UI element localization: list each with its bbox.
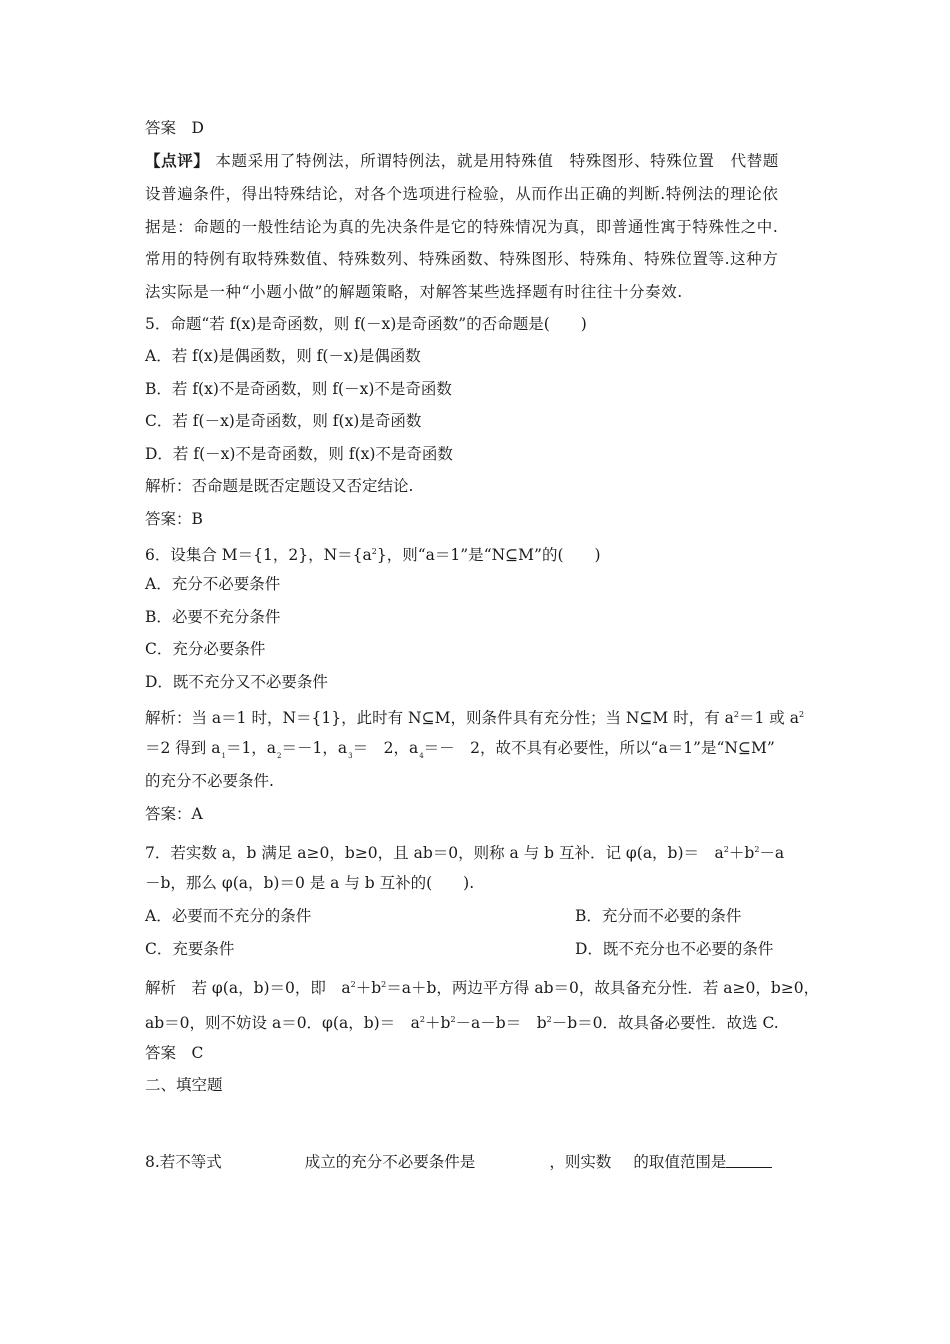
q8-part-3: ，则实数: [549, 1153, 612, 1171]
q6-analysis-part: ＝2 得到 a: [145, 739, 221, 757]
q7-sup: 2: [546, 1015, 552, 1024]
q7-analysis-part: －a－b＝ b: [455, 1014, 547, 1032]
q7-sup: 2: [419, 1015, 426, 1024]
q7-stem-line-1: [145, 840, 784, 863]
q6-sub: 3: [348, 752, 353, 760]
comment-line-4: 常用的特例有取特殊数值、特殊数列、特殊函数、特殊图形、特殊角、特殊位置等.这种方: [145, 250, 779, 268]
q6-analysis-part: ＝－1，a: [281, 739, 348, 757]
q6-option-d: D．既不充分又不必要条件: [145, 673, 328, 691]
q8-answer-blank[interactable]: [726, 1153, 772, 1168]
comment-line-2: 设普遍条件，得出特殊结论，对各个选项进行检验，从而作出正确的判断.特例法的理论依: [145, 185, 779, 203]
q6-stem-part: 6．设集合 M＝{1，2}，N＝{a: [145, 546, 372, 564]
q6-stem: [145, 542, 601, 565]
q8-stem: [145, 1152, 772, 1172]
q8-part-1: 8.若不等式: [145, 1153, 222, 1171]
q6-stem-part: }，则“a＝1”是“N⊆M”的( ): [376, 546, 601, 564]
q7-analysis-part: ＝a＋b，两边平方得 ab＝0，故具备充分性．若 a≥0，b≥0，: [386, 979, 820, 997]
q7-option-a: A．必要而不充分的条件: [145, 907, 312, 925]
q7-sup: 2: [723, 845, 729, 854]
q5-option-a: A．若 f(x)是偶函数，则 f(－x)是偶函数: [145, 347, 421, 365]
q6-analysis-part: 解析：当 a＝1 时，N＝{1}，此时有 N⊆M，则条件具有充分性；当 N⊆M 时，有 a: [145, 709, 734, 727]
q7-sup: 2: [381, 980, 387, 989]
q7-analysis-line-1: [145, 975, 819, 998]
q6-analysis-part: ＝1，a: [225, 739, 277, 757]
q6-analysis-part: ＝1 或 a: [739, 709, 799, 727]
q7-analysis-part: －b＝0．故具备必要性．故选 C.: [551, 1014, 779, 1032]
comment-line-1: [145, 151, 779, 171]
comment-label: 【点评】: [145, 151, 210, 170]
q6-answer: 答案：A: [145, 805, 203, 823]
q6-stem-sup: 2: [371, 547, 377, 556]
q6-sub: 4: [419, 752, 424, 760]
q6-analysis-line-2: [145, 738, 775, 766]
q7-stem-part: 7．若实数 a，b 满足 a≥0，b≥0，且 ab＝0，则称 a 与 b 互补．记 φ(a，b)＝ a: [145, 844, 724, 862]
q7-analysis-part: ab＝0，则不妨设 a＝0．φ(a，b)＝ a: [145, 1014, 420, 1032]
q7-stem-line-2: －b，那么 φ(a，b)＝0 是 a 与 b 互补的( ).: [145, 874, 475, 892]
q7-option-c: C．充要条件: [145, 940, 235, 958]
q7-option-d: D．既不充分也不必要的条件: [575, 940, 774, 958]
q6-sub: 2: [277, 752, 282, 760]
q6-option-a: A．充分不必要条件: [145, 575, 281, 593]
q7-stem-part: ＋b: [728, 844, 755, 862]
q6-analysis-part: ＝ 2，a: [352, 739, 419, 757]
q7-sup: 2: [350, 980, 356, 989]
comment-text-1: 本题采用了特例法，所谓特例法，就是用特殊值 特殊图形、特殊位置 代替题: [215, 152, 779, 170]
q8-part-4: 的取值范围是: [633, 1153, 727, 1171]
q6-analysis-part: ＝－ 2，故不具有必要性，所以“a＝1”是“N⊆M”: [423, 739, 775, 757]
q8-part-2: 成立的充分不必要条件是: [304, 1153, 476, 1171]
q5-stem: 5．命题“若 f(x)是奇函数，则 f(－x)是奇函数”的否命题是( ): [145, 315, 587, 333]
q6-sup: 2: [798, 710, 805, 719]
q6-analysis-line-1: [145, 705, 804, 728]
q5-option-c: C．若 f(－x)是奇函数，则 f(x)是奇函数: [145, 412, 422, 430]
q6-sup: 2: [733, 710, 739, 719]
q7-analysis-line-2: [145, 1010, 779, 1033]
q5-option-d: D．若 f(－x)不是奇函数，则 f(x)不是奇函数: [145, 445, 453, 463]
comment-line-5: 法实际是一种“小题小做”的解题策略，对解答某些选择题有时往往十分奏效.: [145, 283, 683, 301]
q7-sup: 2: [754, 845, 760, 854]
q7-option-b: B．充分而不必要的条件: [575, 907, 742, 925]
q7-analysis-part: ＋b: [355, 979, 382, 997]
q7-sup: 2: [450, 1015, 456, 1024]
q7-answer: 答案 C: [145, 1044, 204, 1062]
answer-d: 答案 D: [145, 119, 204, 137]
q5-analysis: 解析：否命题是既否定题设又否定结论.: [145, 477, 414, 495]
q5-answer: 答案：B: [145, 510, 203, 528]
q6-option-b: B．必要不充分条件: [145, 608, 281, 626]
q6-analysis-line-3: 的充分不必要条件.: [145, 772, 274, 790]
q6-option-c: C．充分必要条件: [145, 640, 266, 658]
q5-option-b: B．若 f(x)不是奇函数，则 f(－x)不是奇函数: [145, 380, 452, 398]
q7-analysis-part: ＋b: [425, 1014, 451, 1032]
comment-line-3: 据是：命题的一般性结论为真的先决条件是它的特殊情况为真，即普通性寓于特殊性之中.: [145, 218, 779, 236]
q6-sub: 1: [221, 752, 226, 760]
q7-stem-part: －a: [759, 844, 785, 862]
section-heading-fill-in: 二、填空题: [145, 1076, 223, 1094]
q7-analysis-part: 解析 若 φ(a，b)＝0，即 a: [145, 979, 351, 997]
